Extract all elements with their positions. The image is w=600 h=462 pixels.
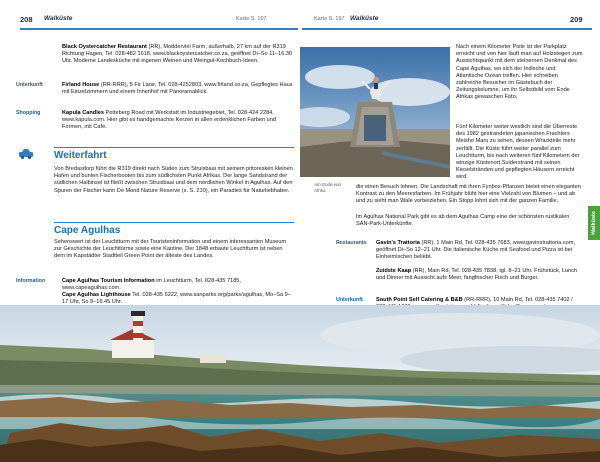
main-text-top: Nach einem Kilometer Piste ist der Parkplatz erreicht und von hier läuft man auf Holzstegen zum Aussichtspunkt mit dem steinernen Denkmal des Cape Agulhas, wo sich der Indische und Atlantische Ozean treffen. Hier schreiben zahlreiche Besucher im Gästebuch der Zeitungskolumne, um ihr Selbstbild vom Ende Afrikas gewaschen Foto. [456, 44, 583, 101]
entry-body: (RR-RRR), 5 Fir Lane, Tel. 028-4252803, www.firland.co.za, Gepflegtes Haus mit Einzelzimmern und einem Innenhof mit Panoramablick. [62, 82, 293, 96]
margin-label-shopping: Shopping [16, 110, 41, 116]
section-title: Walküste [44, 15, 73, 22]
entry-body: Potteberg Road mit Werkstatt im Industriegebiet, Tel. 028-424 2284, www.kapula.com. Hier gibt es handgemachte Kerzen in allen erdenklichen Farben und Formen, mit Café. [62, 110, 276, 131]
info-entry [62, 278, 294, 292]
entry-body: Tel. 028-435 6222, www.sanparks.org/parks/agulhas, Mo–Sa 9–17 Uhr, So 9–16.45 Uhr. [62, 292, 291, 306]
entry-name: Zuidste Kaap [376, 268, 412, 274]
header-rule [302, 28, 592, 30]
entry-body: im Leuchtturm, Tel. 028-435 7185, www.capeagulhas.com. [62, 278, 241, 292]
entry-body: (RR), 1 Main Rd, Tel. 028-435 7683, www.gavinstrattoria.com, geöffnet Di–So 12–21 Uhr. Die italienische Küche mit Seafood und Pizza ist bei Einheimischen beliebt. [376, 240, 575, 261]
main-text-continue: die einen Besuch lohnen. Die Landschaft mit ihren Fynbos-Pflanzen bietet einen eleganten Kontrast zu den Meeresfarben. Im Frühjahr blüht hier eine Vielzahl von Blumen – und ab und zu sieht man Wale vorbeiziehen. Ein Stopp lohnt sich mit der ganzen Familie. [356, 184, 581, 205]
main-text-mid: Fünf Kilometer weiter westlich sind die Überreste des 1982 gestrandeten japanischen Frachters Meisho Maru zu sehen, dessen Wrackteile mehr zerfällt. Die Küste führt weiter parallel zum Leuchtturm, bis nach weiteren fünf Kilometern der winzige Küstenort Suiderstrand mit seinen Kieselstränden und gepflegten Häusern erreicht wird. [456, 124, 580, 181]
page-number: 209 [570, 15, 583, 24]
section-title: Walküste [350, 15, 379, 22]
entry-name: Firland House [62, 82, 100, 88]
agulhas-heading: Cape Agulhas [54, 225, 121, 236]
margin-label-restaurants: Restaurants [336, 240, 367, 246]
car-icon [18, 146, 34, 158]
national-park-text: Im Agulhas National Park gibt es ab dem Agulhas Camp eine der schönsten rustikalen SAN-Park-Unterkünfte. [356, 214, 570, 228]
lighthouse-coast-photo [0, 305, 600, 462]
entry-name: Gavin's Trattoria [376, 240, 420, 246]
agulhas-text: Sehenswert ist der Leuchtturm mit der Touristeninformation und einem interessanten Museum zur Geschichte der Leuchttürme sowie eine Kantine. Der 1848 erbaute Leuchtturm ist neben dem im Kapstädter Stadtteil Green Point der älteste des Landes. [54, 239, 287, 260]
margin-label-information: Information [16, 278, 46, 284]
entry-name: Cape Agulhas Lighthouse [62, 292, 131, 298]
agulhas-rule [54, 222, 294, 223]
entry-body: (RR), Main Rd, Tel. 028-435 7838, tgl. 8–21 Uhr. Frühstück, Lunch und Dinner mit Aussicht aufs Meer, fangfrischer Fisch und Burger. [376, 268, 578, 282]
restaurant-entry [376, 240, 584, 262]
shopping-entry [62, 110, 294, 132]
map-reference: Karte S. 197 [236, 16, 267, 22]
weiterfahrt-heading: Weiterfahrt [54, 150, 107, 161]
entry-body: (RR-RRR), 10 Main Rd, Tel. 028-435 7402 / [464, 297, 573, 303]
right-page-header [300, 15, 590, 29]
margin-label-unterkunft: Unterkunft [16, 82, 43, 88]
entry-body: (RR), Moddervlei Farm, außerhalb, 27 km auf der R319 Richtung Hagen, Tel. 028-482 1618, www.blackoystercatcher.co.za, geöffnet Di–So 11–16.30 Uhr. Moderne Landesküche mit eigenen Weinen und Weingut-Kochbuch-Ideen. [62, 44, 293, 65]
weiterfahrt-rule [54, 147, 294, 148]
entry-name: South Point Self Catering & B&B [376, 297, 463, 303]
restaurant-entry [62, 44, 294, 66]
header-rule [20, 28, 298, 30]
chapter-side-tab[interactable] [588, 206, 600, 240]
accommodation-entry [62, 82, 294, 96]
page-number: 208 [20, 15, 33, 24]
entry-name: Cape Agulhas Tourism Information [62, 278, 155, 284]
restaurant-entry [376, 268, 584, 282]
entry-name: Black Oystercatcher Restaurant [62, 44, 147, 50]
chapter-side-tab-label: Walküste [591, 211, 597, 235]
entry-name: Kapula Candles [62, 110, 104, 116]
cape-agulhas-monument-photo [300, 47, 450, 177]
map-reference: Karte S. 197 [314, 16, 345, 22]
weiterfahrt-text: Von Bredasdorp führt die R319 direkt nach Süden zum Struisbaai mit seinem pittoresken kleinen Hafen und bunten Fischerbooten bis zum südlichsten Punkt Afrikas. Der lange Sandstrand der südlichen Halbinsel ist fließt zwischen Struisbaai und dem nördlichen Winkel in Agulhas. Auf den Spuren der Fischer kann De Mond Nature Reserve (s. S. 210), ein Paradies für Naturliebhaber. [54, 166, 293, 194]
left-page-header [14, 15, 294, 29]
photo-caption: Am Ende von Afrika [314, 182, 342, 193]
margin-label-unterkunft: Unterkunft [336, 297, 363, 303]
